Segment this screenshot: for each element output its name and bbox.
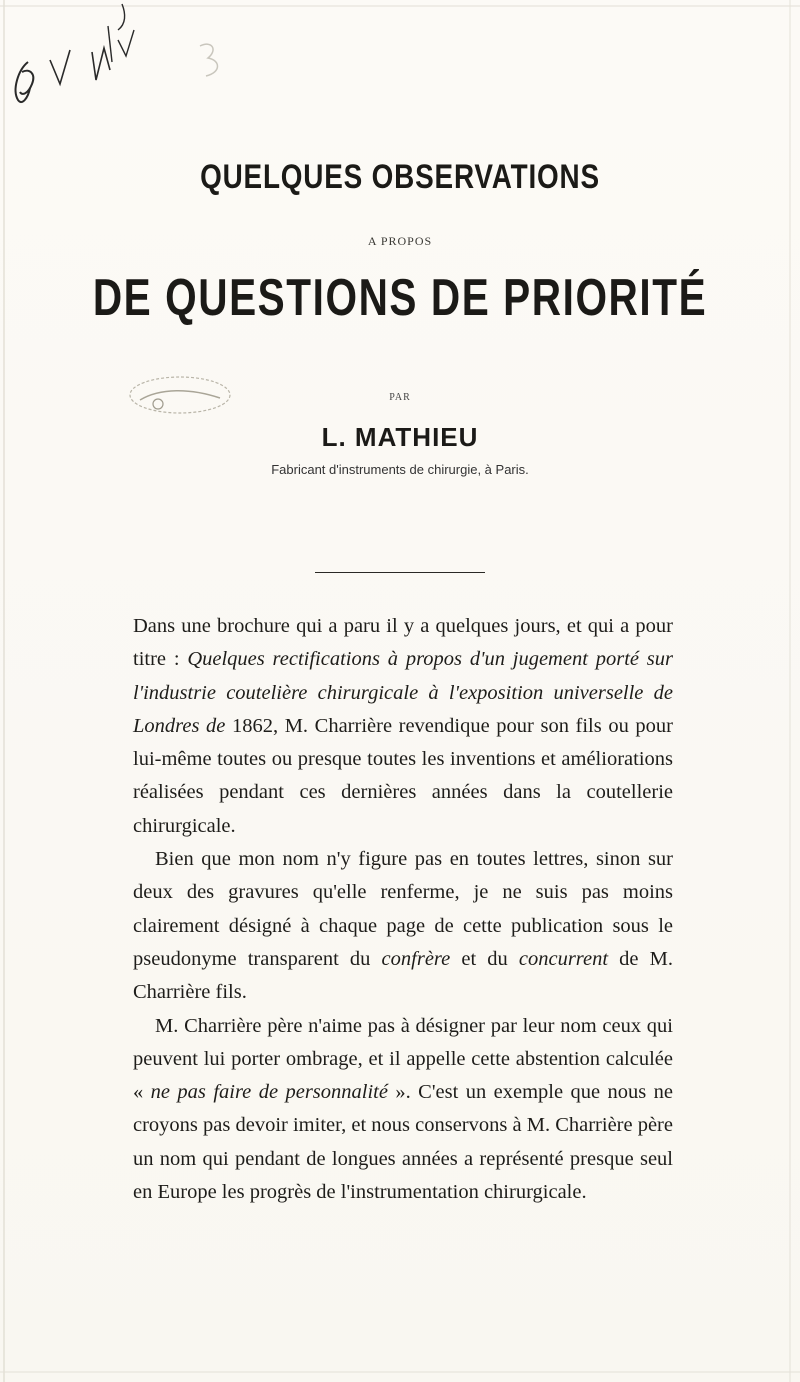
separator-rule	[315, 572, 485, 573]
title-line-2: DE QUESTIONS DE PRIORITÉ	[92, 269, 708, 327]
paragraph-3: M. Charrière père n'aime pas à désigner par leur nom ceux qui peuvent lui porter ombrage, et il appelle cette abstention calculée « ne pas faire de personnalité ». C'est un exemple que nous ne croyons pas devoir imiter, et nous conservons à M. Charrière père un nom qui pendant de longues années a représenté presque seul en Europe les progrès de l'instrumentation chirurgicale.	[133, 1014, 674, 1204]
author-description: Fabricant d'instruments de chirurgie, à Paris.	[271, 462, 529, 477]
title-line-1: QUELQUES OBSERVATIONS	[200, 158, 600, 196]
brochure-title: Quelques rectifications à propos d'un jugement porté sur l'industrie coutelière chirurgicale à l'exposition universelle de Londres de	[133, 648, 673, 737]
author-name: L. MATHIEU	[321, 422, 479, 452]
handwritten-annotation	[0, 0, 240, 110]
paragraph-2: Bien que mon nom n'y figure pas en toutes lettres, sinon sur deux des gravures qu'elle renferme, je ne suis pas moins clairement désigné à chaque page de cette publication sous le pseudonyme transparent du confrère et du concurrent de M. Charrière fils.	[133, 848, 673, 1004]
subtitle: A PROPOS	[367, 234, 433, 248]
body-text	[133, 610, 673, 1209]
paragraph-1: Dans une brochure qui a paru il y a quelques jours, et qui a pour titre : Quelques rectifications à propos d'un jugement porté sur l'industrie coutelière chirurgicale à l'exposition universelle de Londres de 1862, M. Charrière revendique pour son fils ou pour lui-même toutes ou presque toutes les inventions et améliorations réalisées pendant ces dernières années dans la coutellerie chirurgicale.	[133, 615, 673, 837]
by-label: PAR	[389, 392, 411, 403]
library-stamp-icon	[120, 370, 240, 420]
